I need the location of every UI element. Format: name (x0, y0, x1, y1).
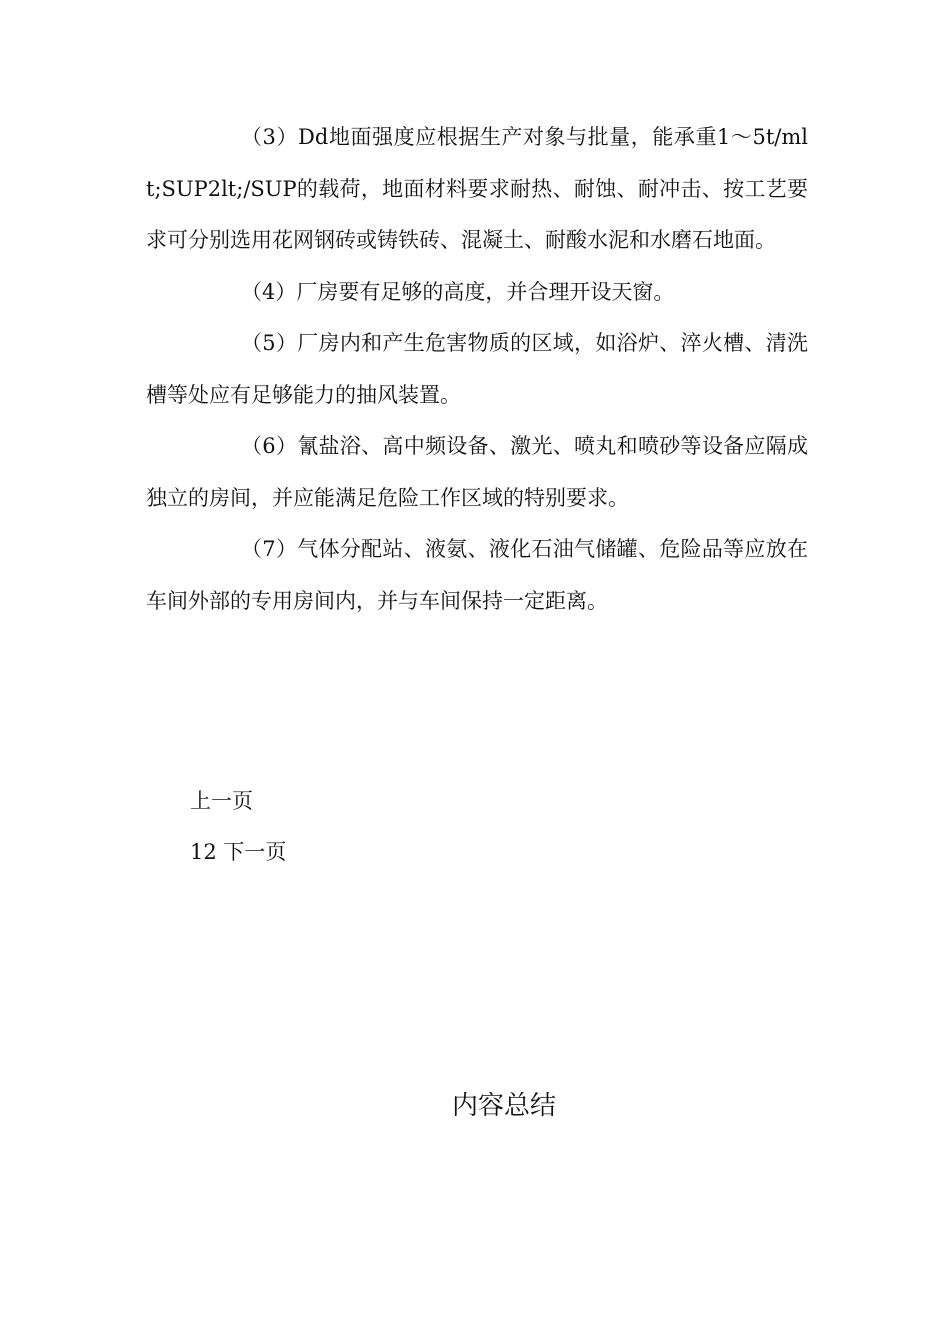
paragraph-3: （3）Dd地面强度应根据生产对象与批量，能承重1～5t/mlt;SUP2lt;/SUP的载荷，地面材料要求耐热、耐蚀、耐冲击、按工艺要求可分别选用花网钢砖或铸铁砖、混凝土、耐酸水泥和水磨石地面。 (146, 125, 808, 252)
page-numbers[interactable]: 12 (190, 840, 217, 864)
paragraph-4: （4）厂房要有足够的高度，并合理开设天窗。 (241, 279, 675, 304)
prev-page-link[interactable]: 上一页 (190, 789, 253, 813)
page-navigation (190, 776, 286, 878)
paragraph-7: （7）气体分配站、液氨、液化石油气储罐、危险品等应放在车间外部的专用房间内，并与车间保持一定距离。 (146, 537, 808, 613)
next-page-row (190, 827, 286, 878)
paragraph-6: （6）氰盐浴、高中频设备、激光、喷丸和喷砂等设备应隔成独立的房间，并应能满足危险工作区域的特别要求。 (146, 434, 808, 510)
next-page-link[interactable]: 下一页 (223, 840, 287, 864)
prev-page-row (190, 776, 286, 827)
document-body (146, 112, 808, 627)
paragraph-5: （5）厂房内和产生危害物质的区域，如浴炉、淬火槽、清洗槽等处应有足够能力的抽风装置。 (146, 331, 808, 407)
summary-title: 内容总结 (451, 1091, 556, 1121)
